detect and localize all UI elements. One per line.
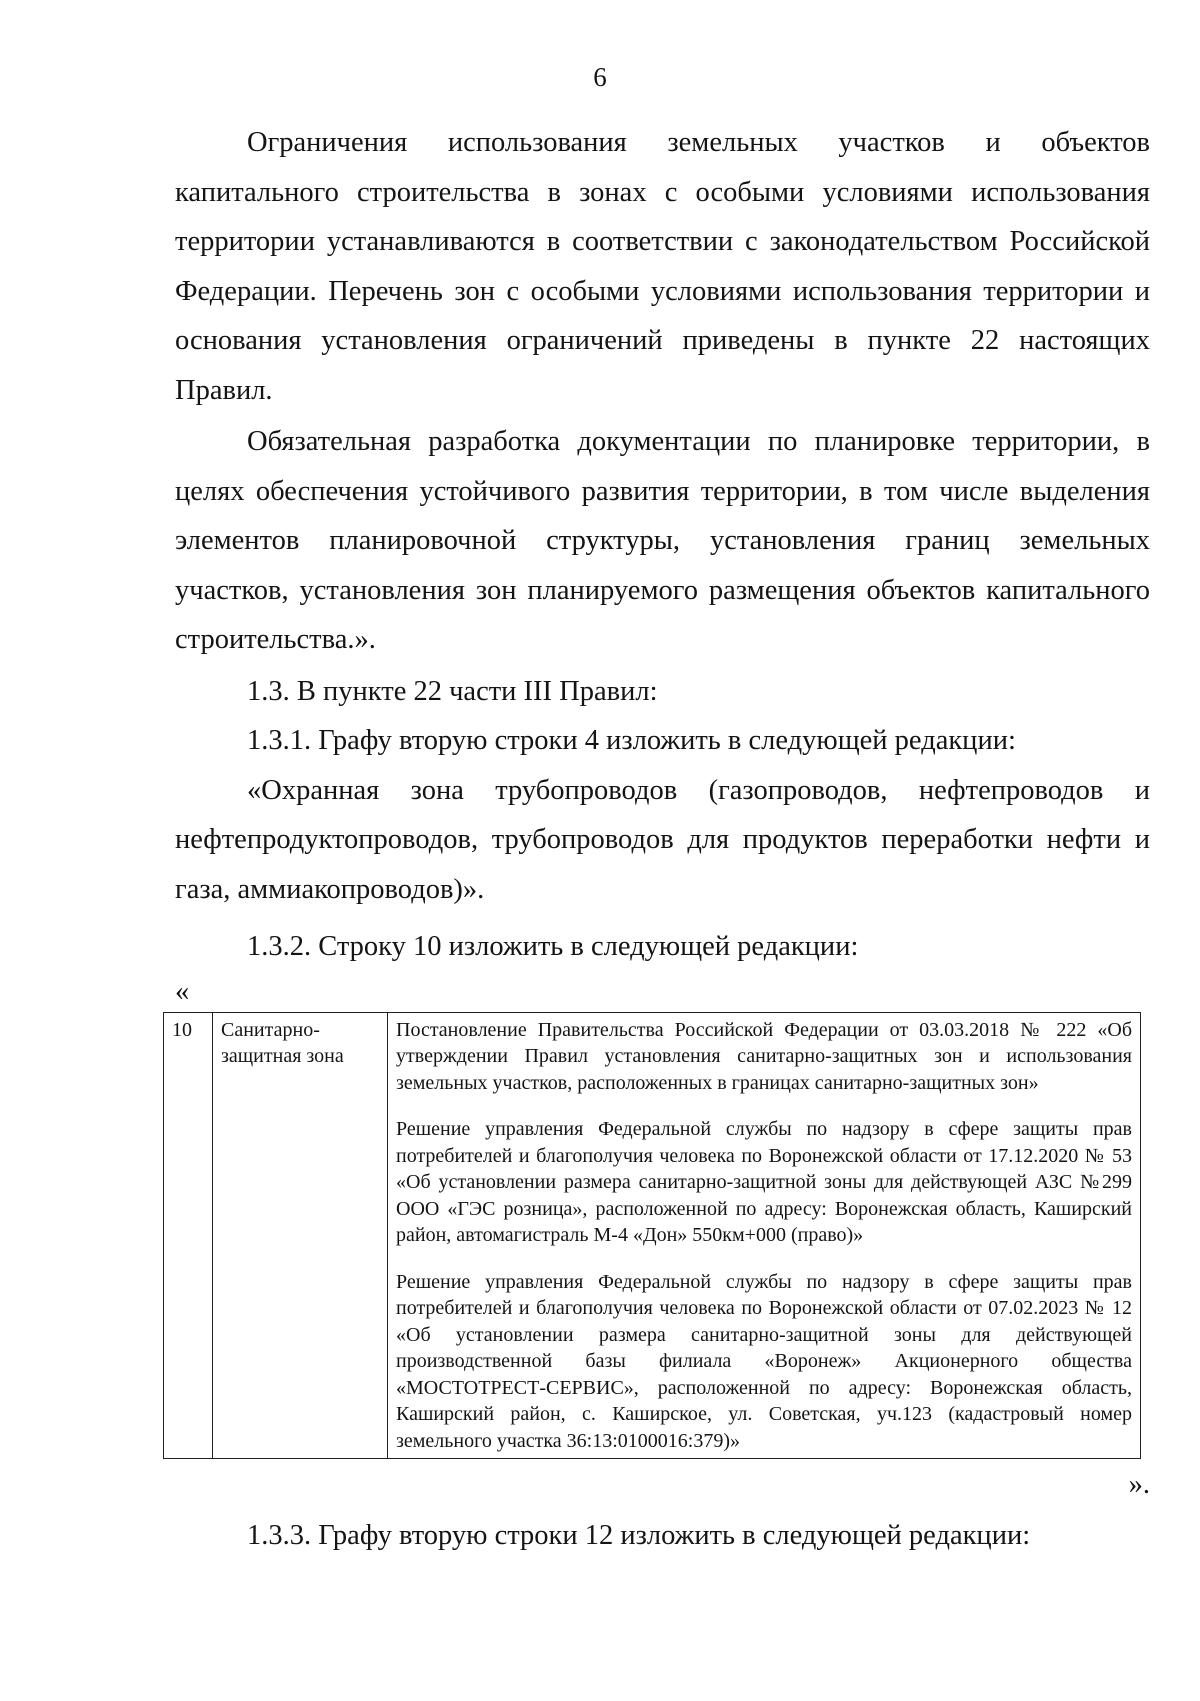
item-1-3-3: 1.3.3. Графу вторую строки 12 изложить в следующей редакции: bbox=[247, 1520, 1031, 1551]
quote-open: « bbox=[175, 975, 190, 1007]
row-number-cell: 10 bbox=[164, 1012, 213, 1459]
item-1-3: 1.3. В пункте 22 части III Правил: bbox=[247, 675, 658, 707]
basis-item: Решение управления Федеральной службы по надзору в сфере защиты прав потребителей и благополучия человека по Воронежской области от 17.12.2020 № 53 «Об установлении размера санитарно-защитной зоны для действующей АЗС №299 ООО «ГЭС розница», расположенной по адресу: Воронежская область, Каширский район, автомагистраль М-4 «Дон» 550км+000 (право)» bbox=[396, 1118, 1132, 1246]
quote-close: ». bbox=[1128, 1469, 1150, 1500]
table-row bbox=[164, 1012, 1141, 1459]
item-1-3-1: 1.3.1. Графу вторую строки 4 изложить в следующей редакции: bbox=[247, 725, 1016, 756]
item-1-3-1-text: «Охранная зона трубопроводов (газопроводов, нефтепроводов и нефтепродуктопроводов, трубопроводов для продуктов переработки нефти и газа, аммиакопроводов)». bbox=[175, 774, 1150, 905]
basis-item: Решение управления Федеральной службы по надзору в сфере защиты прав потребителей и благополучия человека по Воронежской области от 07.02.2023 № 12 «Об установлении размера санитарно-защитной зоны для действующей производственной базы филиала «Воронеж» Акционерного общества «МОСТОТРЕСТ-СЕРВИС», расположенной по адресу: Воронежская область, Каширский район, с. Каширское, ул. Советская, уч.123 (кадастровый номер земельного участка 36:13:0100016:379)» bbox=[396, 1270, 1132, 1452]
paragraph-planning-docs: Обязательная разработка документации по планировке территории, в целях обеспечения устойчивого развития территории, в том числе выделения элементов планировочной структуры, установления границ земельных участков, установления зон планируемого размещения объектов капитального строительства.». bbox=[175, 426, 1150, 655]
document-body bbox=[172, 118, 1150, 1561]
zones-table bbox=[163, 1012, 1141, 1460]
page-number: 6 bbox=[593, 62, 607, 92]
basis-item: Постановление Правительства Российской Федерации от 03.03.2018 № 222 «Об утверждении Правил установления санитарно-защитных зон и использования земельных участков, расположенных в границах санитарно-защитных зон» bbox=[396, 1018, 1132, 1094]
paragraph-restrictions: Ограничения использования земельных участков и объектов капитального строительства в зонах с особыми условиями использования территории устанавливаются в соответствии с законодательством Российской Федерации. Перечень зон с особыми условиями использования территории и основания установления ограничений приведены в пункте 22 настоящих Правил. bbox=[175, 127, 1150, 406]
item-1-3-2: 1.3.2. Строку 10 изложить в следующей редакции: bbox=[247, 931, 859, 962]
basis-cell bbox=[388, 1012, 1141, 1459]
zone-name-cell: Санитарно-защитная зона bbox=[213, 1012, 388, 1459]
